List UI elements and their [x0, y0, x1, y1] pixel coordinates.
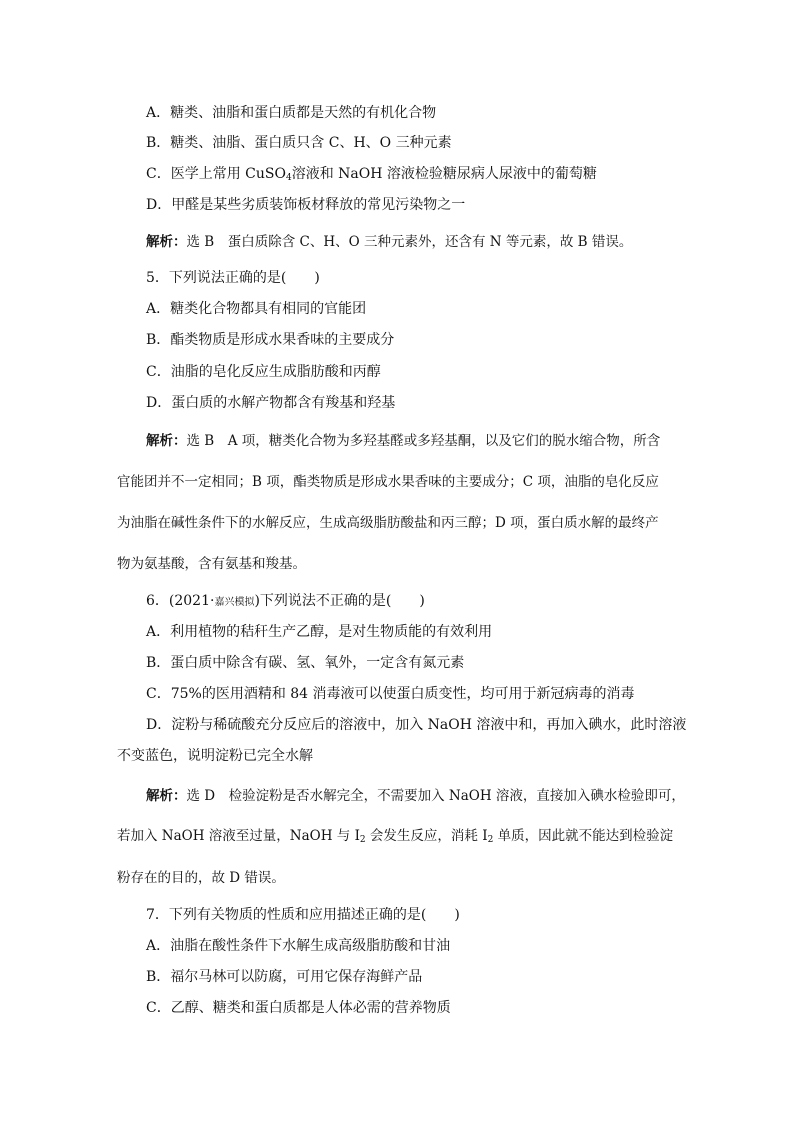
q5-option-b: B．酯类物质是形成水果香味的主要成分: [146, 332, 395, 348]
q7-stem: 7．下列有关物质的性质和应用描述正确的是( ): [146, 907, 460, 923]
q6-option-a: A．利用植物的秸秆生产乙醇，是对生物质能的有效利用: [146, 624, 493, 640]
q5-option-a: A．糖类化合物都具有相同的官能团: [146, 301, 367, 317]
q4-answer: 解析：选 B 蛋白质除含 C、H、O 三种元素外，还含有 N 等元素，故 B 错误。: [146, 234, 633, 250]
q5-answer-line-3: 为油脂在碱性条件下的水解反应，生成高级脂肪酸盐和丙三醇；D 项，蛋白质水解的最终产: [117, 515, 659, 531]
q4-option-c: C．医学上常用 CuSO$_4$溶液和 NaOH 溶液检验糖尿病人尿液中的葡萄糖: [146, 166, 597, 183]
q5-stem: 5．下列说法正确的是( ): [146, 270, 320, 286]
q5-answer-line-2: 官能团并不一定相同；B 项，酯类物质是形成水果香味的主要成分；C 项，油脂的皂化反应: [117, 474, 659, 490]
q4-option-b: B．糖类、油脂、蛋白质只含 C、H、O 三种元素: [146, 135, 452, 151]
q5-option-d: D．蛋白质的水解产物都含有羧基和羟基: [146, 395, 396, 411]
q6-stem: 6．(2021·嘉兴模拟)下列说法不正确的是( ): [146, 593, 425, 609]
q7-option-a: A．油脂在酸性条件下水解生成高级脂肪酸和甘油: [146, 938, 451, 954]
q5-option-c: C．油脂的皂化反应生成脂肪酸和丙醇: [146, 364, 381, 380]
q5-answer-line-1: 解析：选 B A 项，糖类化合物为多羟基醛或多羟基酮，以及它们的脱水缩合物，所含: [146, 433, 661, 449]
q6-option-c: C．75%的医用酒精和 84 消毒液可以使蛋白质变性，均可用于新冠病毒的消毒: [146, 686, 635, 702]
q6-option-b: B．蛋白质中除含有碳、氢、氧外，一定含有氮元素: [146, 655, 465, 671]
q5-answer-line-4: 物为氨基酸，含有氨基和羧基。: [117, 556, 306, 572]
q6-option-d-line-2: 不变蓝色，说明淀粉已完全水解: [117, 748, 313, 764]
q6-option-d-line-1: D．淀粉与稀硫酸充分反应后的溶液中，加入 NaOH 溶液中和，再加入碘水，此时溶液: [146, 717, 687, 733]
q6-answer-line-1: 解析：选 D 检验淀粉是否水解完全，不需要加入 NaOH 溶液，直接加入碘水检验即可，: [146, 788, 685, 804]
q7-option-b: B．福尔马林可以防腐，可用它保存海鲜产品: [146, 969, 423, 985]
q6-answer-line-3: 粉存在的目的，故 D 错误。: [117, 870, 285, 886]
q7-option-c: C．乙醇、糖类和蛋白质都是人体必需的营养物质: [146, 1000, 451, 1016]
q6-answer-line-2: 若加入 NaOH 溶液至过量，NaOH 与 $I_2$ 会发生反应，消耗 $I_2$ 单质，因此就不能达到检验淀: [117, 828, 674, 845]
q4-option-a: A．糖类、油脂和蛋白质都是天然的有机化合物: [146, 105, 437, 121]
q4-option-d: D．甲醛是某些劣质装饰板材释放的常见污染物之一: [146, 197, 466, 213]
q6-source: 嘉兴模拟: [214, 597, 255, 608]
